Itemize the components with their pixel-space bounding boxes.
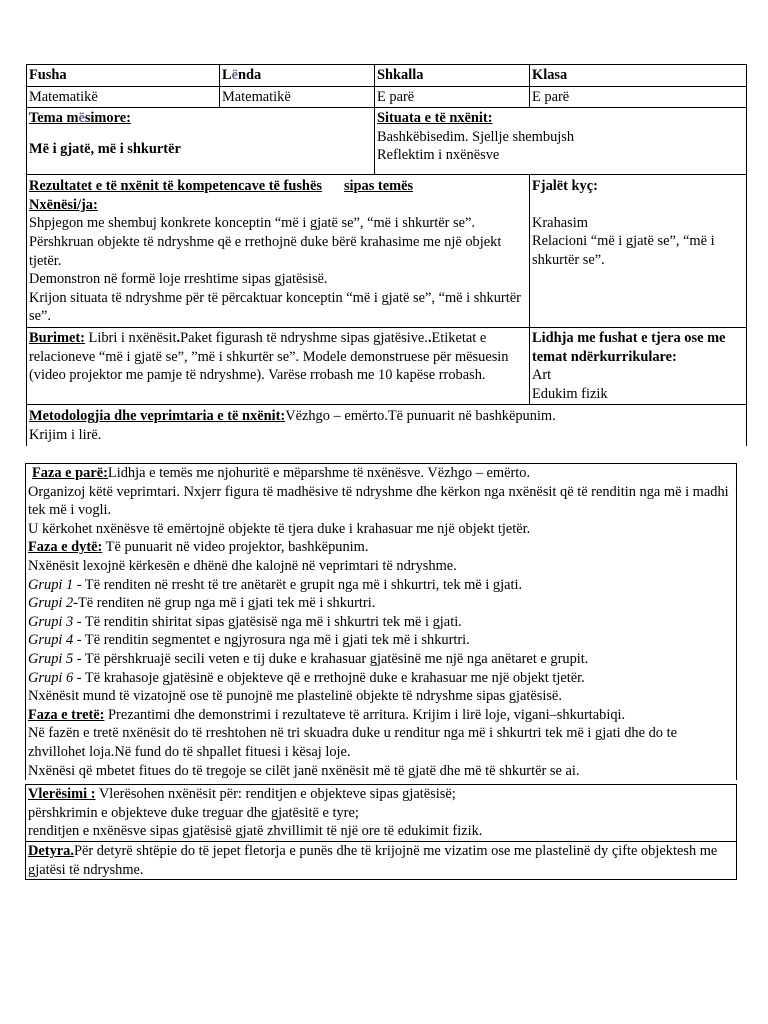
group-line: [28, 650, 734, 669]
burimet-text-b: Paket figurash të ndryshme sipas gjatësive.: [180, 329, 428, 346]
group-text: Të përshkruajë secili veten e tij duke e krahasuar gjatësinë me një nga anëtaret e grupit.: [81, 650, 589, 667]
situata-line-2: Reflektim i nxënësve: [377, 147, 500, 164]
metodologjia-row: [27, 405, 747, 446]
metodologjia-line-2: Krijim i lirë.: [29, 426, 102, 443]
detyra-section: [25, 841, 737, 880]
tema-label-c: simore:: [84, 110, 131, 127]
fjalet-cell: [530, 175, 747, 328]
lenda-label-b: ë: [231, 67, 238, 83]
fjalet-label: Fjalët kyç:: [532, 178, 598, 195]
group-text: Të renditen në rresht të tre anëtarët e grupit nga më i shkurtri, tek më i gjati.: [81, 576, 523, 593]
burimet-dot: .: [176, 329, 181, 346]
nxenesi-label: Nxënësi/ja:: [29, 196, 98, 213]
group-line: [28, 576, 734, 595]
lenda-value: Matematikë: [220, 86, 375, 108]
klasa-value: E parë: [530, 86, 747, 108]
group-name: Grupi 1 -: [28, 576, 82, 593]
rezultatet-label-tail: sipas temës: [343, 178, 414, 195]
lidhja-item: Art: [532, 367, 552, 384]
faza-2-intro: Nxënësit lexojnë kërkesën e dhënë dhe kalojnë në veprimtari të ndryshme.: [28, 557, 457, 574]
group-line: [28, 631, 734, 650]
group-name: Grupi 2-: [28, 595, 78, 612]
burimet-row: [27, 327, 747, 404]
metodologjia-text: Vëzhgo – emërto.Të punuarit në bashkëpunim.: [285, 408, 556, 425]
group-line: [28, 613, 734, 632]
tema-value: Më i gjatë, më i shkurtër: [29, 140, 181, 157]
tema-spacer: [29, 128, 372, 140]
group-text: Të renditin segmentet e ngjyrosura nga më i gjati tek më i shkurtri.: [81, 632, 470, 649]
lenda-label-a: L: [222, 67, 232, 83]
lenda-label: [220, 65, 375, 87]
shkalla-label: Shkalla: [375, 65, 530, 87]
detyra-text: Për detyrë shtëpie do të jepet fletorja e punës dhe të krijojnë me vizatim ose me plastelinë dy çifte objektesh me gjatësi të ndryshme.: [28, 843, 718, 878]
burimet-dot-2: .: [427, 329, 432, 346]
fjalet-spacer: [532, 196, 744, 214]
situata-label: Situata e të nxënit:: [377, 110, 493, 127]
faza-3-label: Faza e tretë:: [28, 706, 105, 723]
tema-cell: [27, 108, 375, 175]
faza-1-label: Faza e parë:: [32, 465, 108, 481]
tema-label-b: ë: [78, 110, 85, 127]
faza-3-line: Nxënësi që mbetet fitues do të tregoje se cilët janë nxënësit më të gjatë dhe më të shkurtër se ai.: [28, 762, 580, 779]
vleresimi-label: Vlerësimi :: [28, 786, 96, 802]
faza-1-text: Lidhja e temës me njohuritë e mëparshme të nxënësve. Vëzhgo – emërto.: [107, 465, 531, 481]
lesson-header-table: [26, 64, 747, 446]
vleresimi-line: renditjen e nxënësve sipas gjatësisë gjatë zhvillimit të një ore të edukimit fizik.: [28, 823, 483, 840]
burimet-cell: [27, 327, 530, 404]
faza-1-line: U kërkohet nxënësve të emërtojnë objekte të tjera duke i krahasuar me një objekt tjetër.: [28, 520, 531, 537]
rezultat-item: Krijon situata të ndryshme për të përcaktuar konceptin “më i gjatë se”, “më i shkurtër se”.: [29, 289, 521, 325]
situata-line-1: Bashkëbisedim. Sjellje shembujsh: [377, 128, 575, 145]
klasa-label: Klasa: [530, 65, 747, 87]
metodologjia-label: Metodologjia dhe veprimtaria e të nxënit:: [29, 408, 286, 425]
faza-3-line: Në fazën e tretë nxënësit do të rreshtohen në tri skuadra duke u renditur nga më i shkurtri tek më i gjati dhe do te zhvillohet loja.Në fund do të shpallet fituesi i kësaj loje.: [28, 725, 677, 760]
vleresimi-text: Vlerësohen nxënësit për: renditjen e objekteve sipas gjatësisë;: [95, 786, 456, 802]
fjalet-item: Krahasim: [532, 214, 588, 231]
rezultatet-cell: [27, 175, 530, 328]
tema-label: [29, 109, 372, 128]
burimet-text-a: Libri i nxënësit: [84, 329, 177, 346]
fusha-label: Fusha: [27, 65, 220, 87]
lidhja-label: Lidhja me fushat e tjera ose me temat ndërkurrikulare:: [532, 329, 726, 365]
group-name: Grupi 5 -: [28, 650, 82, 667]
rezultat-item: Përshkruan objekte të ndryshme që e rrethojnë duke bërë krahasime me një objekt tjetër.: [29, 233, 502, 269]
faza-1-section: [25, 463, 737, 780]
lenda-label-c: nda: [238, 67, 262, 83]
shkalla-value: E parë: [375, 86, 530, 108]
group-name: Grupi 4 -: [28, 632, 82, 649]
faza-2-text: Të punuarit në video projektor, bashkëpunim.: [102, 539, 369, 556]
lesson-plan: [26, 64, 746, 446]
header-values-row: [27, 86, 747, 108]
tema-situata-row: [27, 108, 747, 175]
rezultat-item: Demonstron në formë loje rreshtime sipas gjatësisë.: [29, 271, 328, 288]
faza-2-outro: Nxënësit mund të vizatojnë ose të punojnë me plastelinë objekte të ndryshme sipas gjatësisë.: [28, 688, 562, 705]
faza-1-line: Organizoj këtë veprimtari. Nxjerr figura të madhësive të ndryshme dhe kërkon nga nxënësit që të renditin nga më i madhi tek më i vogli.: [28, 483, 729, 519]
rezultatet-row: [27, 175, 747, 328]
detyra-label: Detyra.: [28, 843, 74, 859]
faza-2-label: Faza e dytë:: [28, 539, 103, 556]
header-labels-row: [27, 65, 747, 87]
metodologjia-cell: [27, 405, 747, 446]
rezultatet-label: Rezultatet e të nxënit të kompetencave të fushës: [29, 178, 322, 195]
fjalet-item: Relacioni “më i gjatë se”, “më i shkurtër se”.: [532, 233, 715, 268]
vleresimi-section: [25, 784, 737, 841]
rezultat-item: Shpjegon me shembuj konkrete konceptin “më i gjatë se”, “më i shkurtër se”.: [29, 215, 475, 232]
faza-3-text: Prezantimi dhe demonstrimi i rezultateve të arritura. Krijim i lirë loje, vigani–shkurtabiqi.: [104, 706, 626, 723]
burimet-label: Burimet:: [29, 329, 85, 346]
burimet-text-c: Etiketat e relacioneve “më i gjatë se”, ”më i shkurtër se”. Modele demonstruese për mësuesin (video projektor me pamje të ndryshme). Varëse rrobash me 10 kapëse rrobash.: [29, 329, 509, 384]
lidhja-cell: [530, 327, 747, 404]
situata-cell: [375, 108, 747, 175]
group-text: Të renditen në grup nga më i gjati tek më i shkurtri.: [77, 595, 376, 612]
group-line: [28, 594, 734, 613]
group-text: Të krahasoje gjatësinë e objekteve që e rrethojnë duke e krahasuar me një objekt tjetër.: [81, 669, 585, 686]
group-name: Grupi 3 -: [28, 613, 82, 630]
group-name: Grupi 6 -: [28, 669, 82, 686]
group-line: [28, 669, 734, 688]
tema-label-a: Tema m: [29, 110, 79, 127]
vleresimi-line: përshkrimin e objekteve duke treguar dhe gjatësitë e tyre;: [28, 804, 359, 821]
fusha-value: Matematikë: [27, 86, 220, 108]
group-text: Të renditin shiritat sipas gjatësisë nga më i shkurtri tek më i gjati.: [81, 613, 462, 630]
lidhja-item: Edukim fizik: [532, 385, 608, 402]
